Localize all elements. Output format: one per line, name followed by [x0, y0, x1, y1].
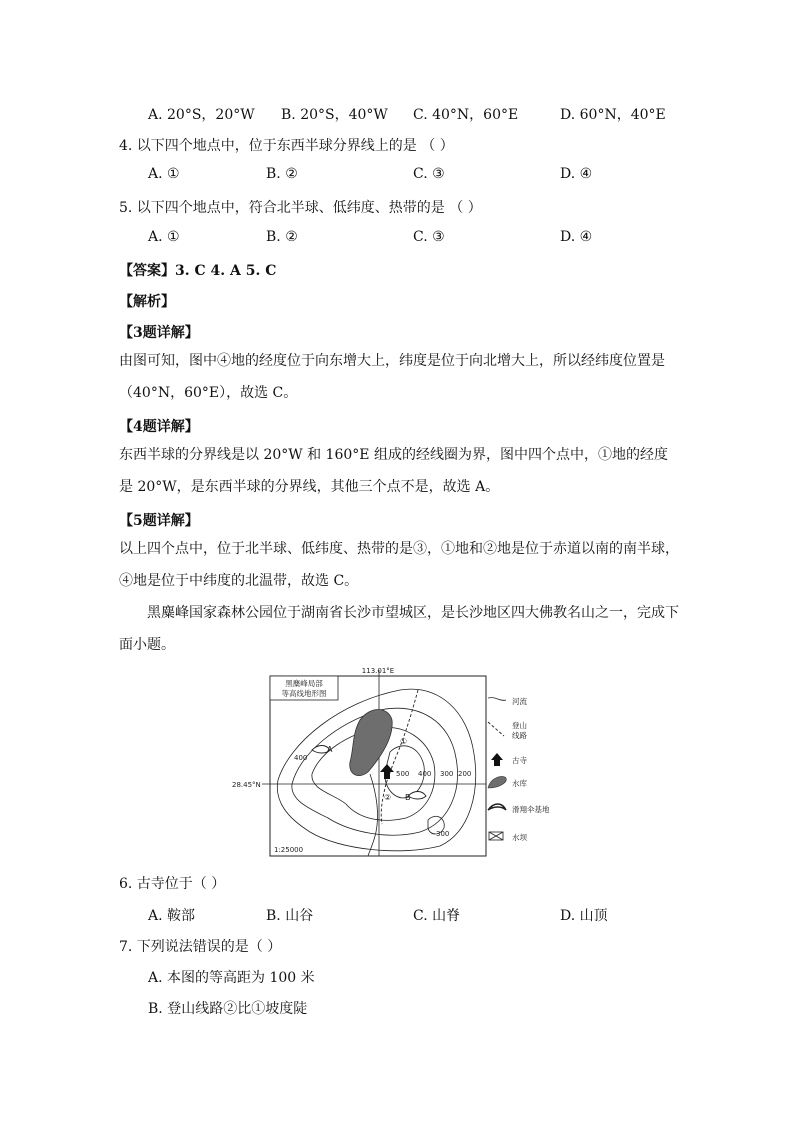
- q6-option-b: B. 山谷: [266, 908, 314, 924]
- legend-temple: 古寺: [512, 756, 527, 765]
- q5-option-c: C. ③: [413, 229, 445, 245]
- map-frame: [270, 676, 486, 856]
- paragliding-site-b: [408, 792, 426, 800]
- contour-label-400a: 400: [294, 754, 308, 762]
- q4-option-c: C. ③: [413, 166, 445, 182]
- detail-4-text: 东西半球的分界线是以 20°W 和 160°E 组成的经线圈为界，图中四个点中，①地的经度是 20°W，是东西半球的分界线，其他三个点不是，故选 A。: [119, 447, 668, 495]
- detail-3-heading: 【3题详解】: [119, 325, 199, 341]
- q7-option-a: A. 本图的等高距为 100 米: [148, 970, 315, 986]
- legend-river-icon: [488, 698, 506, 701]
- scale-label: 1:25000: [274, 846, 304, 854]
- map-title-line2: 等高线地形图: [281, 689, 327, 698]
- contour-map: [230, 662, 570, 862]
- detail-3-text: 由图可知，图中④地的经度位于向东增大上，纬度是位于向北增大上，所以经纬度位置是（40°N，60°E），故选 C。: [119, 353, 665, 401]
- contour-label-400b: 400: [418, 770, 432, 778]
- q3-option-b: B. 20°S，40°W: [281, 107, 388, 123]
- legend-route-1: 登山: [512, 721, 527, 730]
- map-title-line1: 黑麋峰局部: [285, 679, 323, 688]
- legend-route-2: 线路: [512, 731, 527, 740]
- legend-river: 河流: [512, 697, 527, 706]
- legend-paragliding: 滑翔伞基地: [512, 805, 550, 814]
- contour-label-500: 500: [396, 770, 410, 778]
- detail-5-heading: 【5题详解】: [119, 513, 199, 529]
- label-route-1: ①: [400, 737, 408, 746]
- q4-option-d: D. ④: [560, 166, 593, 182]
- q5-option-b: B. ②: [266, 229, 298, 245]
- legend-reservoir: 水库: [512, 779, 527, 788]
- intro-paragraph: 黑麋峰国家森林公园位于湖南省长沙市望城区，是长沙地区四大佛教名山之一，完成下面小题。: [119, 605, 679, 653]
- q7-option-b: B. 登山线路②比①坡度陡: [148, 1001, 308, 1017]
- q7-stem: 7. 下列说法错误的是（ ）: [119, 939, 282, 955]
- q6-option-c: C. 山脊: [413, 908, 461, 924]
- q4-option-b: B. ②: [266, 166, 298, 182]
- q4-stem: 4. 以下四个地点中，位于东西半球分界线上的是 （ ）: [119, 138, 454, 154]
- latitude-label: 28.45°N: [232, 781, 261, 789]
- legend-reservoir-icon: [488, 776, 506, 788]
- contour-label-300b: 300: [436, 830, 450, 838]
- contour-label-200: 200: [458, 770, 472, 778]
- legend-route-icon: [488, 722, 504, 736]
- detail-5-text: 以上四个点中，位于北半球、低纬度、热带的是③，①地和②地是位于赤道以南的南半球，④地是位于中纬度的北温带，故选 C。: [119, 541, 679, 589]
- answer-line: 【答案】3. C 4. A 5. C: [119, 263, 277, 279]
- contour-label-300a: 300: [440, 770, 454, 778]
- legend-dam: 水坝: [512, 833, 527, 842]
- q4-option-a: A. ①: [148, 166, 180, 182]
- q5-stem: 5. 以下四个地点中，符合北半球、低纬度、热带的是 （ ）: [119, 200, 482, 216]
- detail-4-heading: 【4题详解】: [119, 419, 199, 435]
- legend-temple-icon: [491, 753, 503, 766]
- longitude-label: 113.01°E: [361, 667, 395, 675]
- river-line: [368, 774, 378, 856]
- legend-paragliding-icon: [488, 804, 506, 810]
- q6-option-a: A. 鞍部: [148, 908, 196, 924]
- label-route-2: ②: [384, 793, 392, 802]
- label-a: A: [327, 745, 333, 754]
- q6-option-d: D. 山顶: [560, 908, 608, 924]
- hiking-route-2: [381, 784, 386, 824]
- q5-option-a: A. ①: [148, 229, 180, 245]
- label-b: B: [405, 793, 411, 802]
- q3-option-a: A. 20°S，20°W: [148, 107, 255, 123]
- analysis-heading: 【解析】: [119, 294, 175, 310]
- q3-option-d: D. 60°N，40°E: [560, 107, 666, 123]
- q6-stem: 6. 古寺位于（ ）: [119, 876, 226, 892]
- q5-option-d: D. ④: [560, 229, 593, 245]
- q3-option-c: C. 40°N，60°E: [413, 107, 519, 123]
